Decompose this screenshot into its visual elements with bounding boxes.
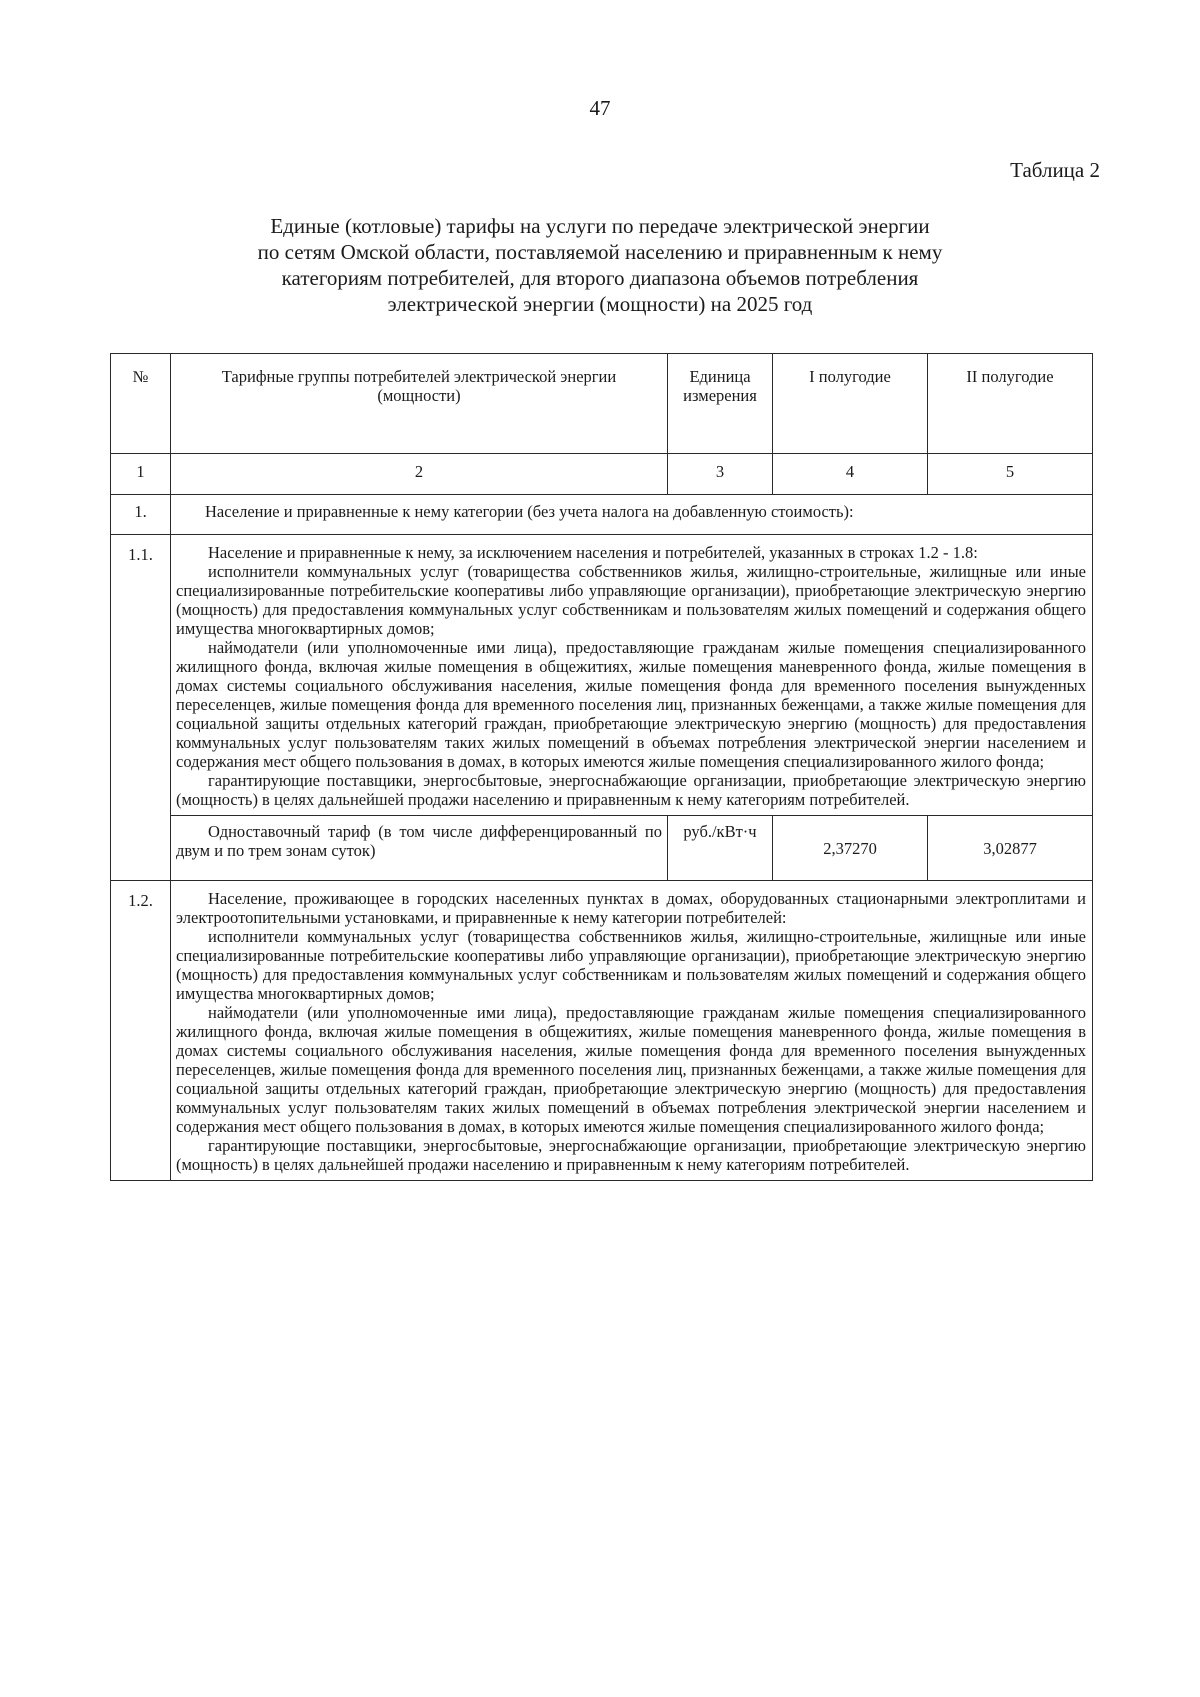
- section-title: Население и приравненные к нему категории (без учета налога на добавленную стоимость):: [171, 495, 1093, 535]
- document-title: [150, 213, 1050, 317]
- tariff-row: [111, 816, 1093, 881]
- header-groups: Тарифные группы потребителей электрической энергии (мощности): [171, 354, 668, 454]
- table-row: [111, 535, 1093, 816]
- description-paragraph: исполнители коммунальных услуг (товарищества собственников жилья, жилищно-строительные, жилищные или иные специализированные потребительские кооперативы либо управляющие организации), приобретающие электрическую энергию (мощность) для предоставления коммунальных услуг собственникам и пользователям жилых помещений и содержания общего имущества многоквартирных домов;: [176, 562, 1086, 638]
- row-number: 1.: [111, 495, 171, 535]
- description-paragraph: Население, проживающее в городских населенных пунктах в домах, оборудованных стационарными электроплитами и электроотопительными установками, и приравненные к нему категории потребителей:: [176, 889, 1086, 927]
- header-row: [111, 354, 1093, 454]
- tariff-second-half-value: 3,02877: [928, 816, 1093, 881]
- table-row: [111, 881, 1093, 1181]
- title-line: Единые (котловые) тарифы на услуги по передаче электрической энергии: [270, 214, 930, 238]
- tariff-first-half-value: 2,37270: [773, 816, 928, 881]
- column-index: 5: [928, 454, 1093, 495]
- title-line: по сетям Омской области, поставляемой населению и приравненным к нему: [257, 240, 943, 264]
- tariff-name: Одноставочный тариф (в том числе дифференцированный по двум и по трем зонам суток): [171, 816, 668, 881]
- table-label: Таблица 2: [1010, 158, 1100, 182]
- column-index: 4: [773, 454, 928, 495]
- header-second-half: II полугодие: [928, 354, 1093, 454]
- title-line: электрической энергии (мощности) на 2025 год: [387, 292, 813, 316]
- header-unit: Единица измерения: [668, 354, 773, 454]
- header-num: №: [111, 354, 171, 454]
- row-number: 1.2.: [111, 881, 171, 1181]
- description-paragraph: наймодатели (или уполномоченные ими лица), предоставляющие гражданам жилые помещения специализированного жилищного фонда, включая жилые помещения в общежитиях, жилые помещения маневренного фонда, жилые помещения в домах системы социального обслуживания населения, жилые помещения фонда для временного поселения вынужденных переселенцев, жилые помещения фонда для временного поселения лиц, признанных беженцами, а также жилые помещения для социальной защиты отдельных категорий граждан, приобретающие электрическую энергию (мощность) для предоставления коммунальных услуг пользователям таких жилых помещений в объемах потребления электрической энергии населением и содержания мест общего пользования в домах, в которых имеются жилые помещения специализированного жилого фонда;: [176, 1003, 1086, 1136]
- tariff-unit: руб./кВт·ч: [668, 816, 773, 881]
- description-paragraph: Население и приравненные к нему, за исключением населения и потребителей, указанных в строках 1.2 - 1.8:: [208, 543, 978, 562]
- tariff-table: [110, 353, 1093, 1181]
- description-paragraph: гарантирующие поставщики, энергосбытовые, энергоснабжающие организации, приобретающие электрическую энергию (мощность) в целях дальнейшей продажи населению и приравненным к нему категориям потребителей.: [176, 771, 1086, 809]
- column-index: 1: [111, 454, 171, 495]
- row-description: [171, 535, 1093, 816]
- row-description: [171, 881, 1093, 1181]
- title-line: категориям потребителей, для второго диапазона объемов потребления: [281, 266, 919, 290]
- column-index: 3: [668, 454, 773, 495]
- column-index-row: [111, 454, 1093, 495]
- header-first-half: I полугодие: [773, 354, 928, 454]
- page-number: 47: [589, 96, 611, 120]
- description-paragraph: гарантирующие поставщики, энергосбытовые, энергоснабжающие организации, приобретающие электрическую энергию (мощность) в целях дальнейшей продажи населению и приравненным к нему категориям потребителей.: [176, 1136, 1086, 1174]
- section-row: [111, 495, 1093, 535]
- description-paragraph: наймодатели (или уполномоченные ими лица), предоставляющие гражданам жилые помещения специализированного жилищного фонда, включая жилые помещения в общежитиях, жилые помещения маневренного фонда, жилые помещения в домах системы социального обслуживания населения, жилые помещения фонда для временного поселения вынужденных переселенцев, жилые помещения фонда для временного поселения лиц, признанных беженцами, а также жилые помещения для социальной защиты отдельных категорий граждан, приобретающие электрическую энергию (мощность) для предоставления коммунальных услуг пользователям таких жилых помещений в объемах потребления электрической энергии населением и содержания мест общего пользования в домах, в которых имеются жилые помещения специализированного жилого фонда;: [176, 638, 1086, 771]
- row-number: 1.1.: [111, 535, 171, 881]
- column-index: 2: [171, 454, 668, 495]
- description-paragraph: исполнители коммунальных услуг (товарищества собственников жилья, жилищно-строительные, жилищные или иные специализированные потребительские кооперативы либо управляющие организации), приобретающие электрическую энергию (мощность) для предоставления коммунальных услуг собственникам и пользователям жилых помещений и содержания общего имущества многоквартирных домов;: [176, 927, 1086, 1003]
